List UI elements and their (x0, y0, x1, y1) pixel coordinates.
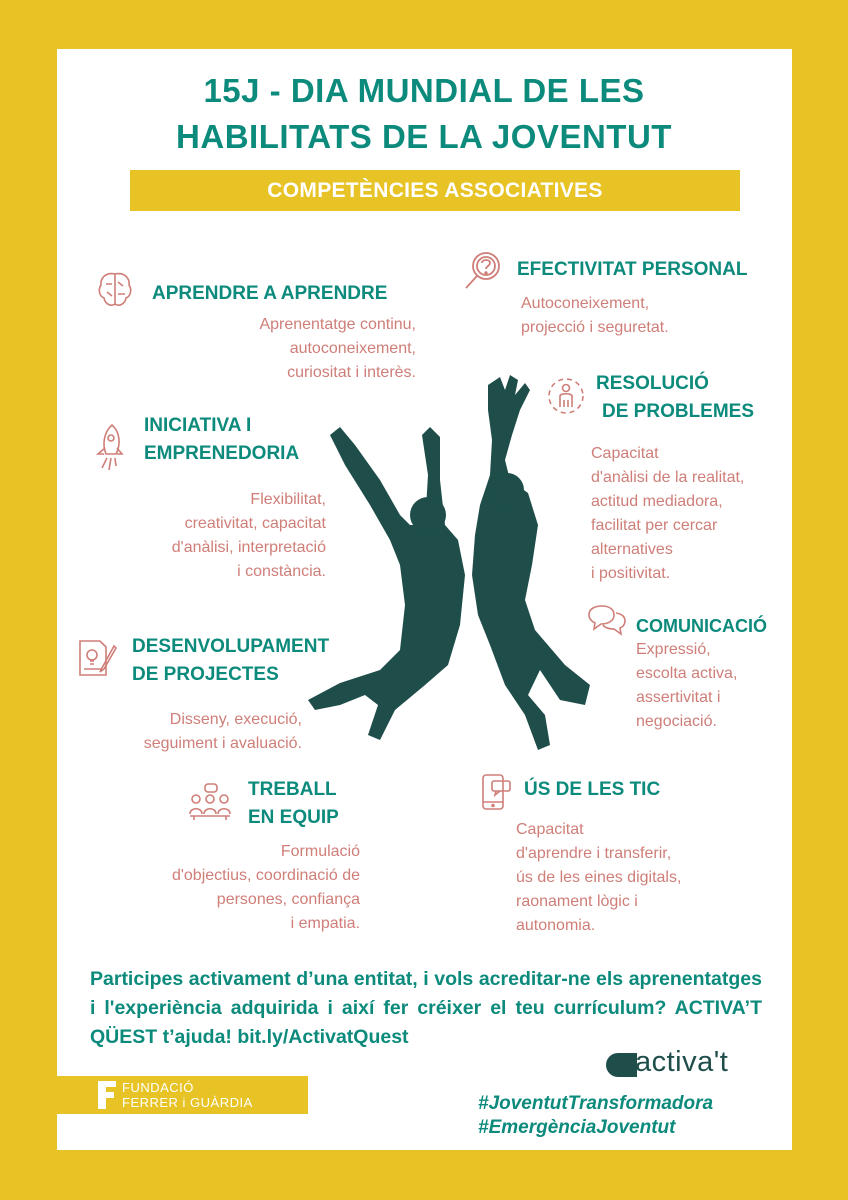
heading-treball-2: EN EQUIP (248, 807, 339, 828)
desc-iniciativa: Flexibilitat, creativitat, capacitat d'anàlisi, interpretació i constància. (171, 491, 326, 580)
team-meeting-icon (188, 782, 232, 822)
hashtag-joventut-transformadora: #JoventutTransformadora (478, 1093, 714, 1114)
fundacio-logo-mark (98, 1081, 116, 1109)
fundacio-logo-line-1: FUNDACIÓ (122, 1080, 194, 1095)
heading-iniciativa-2: EMPRENEDORIA (144, 443, 300, 464)
rocket-icon (92, 422, 126, 472)
hashtag-emergencia-joventut: #EmergènciaJoventut (478, 1117, 676, 1138)
activat-logo-mark (605, 1052, 637, 1078)
heading-resolucio-2: DE PROBLEMES (602, 401, 755, 422)
title-line-1: 15J - DIA MUNDIAL DE LES (203, 72, 645, 109)
document-idea-icon (76, 638, 118, 678)
jumping-people-silhouette (300, 365, 620, 760)
heading-projectes-2: DE PROJECTES (132, 664, 279, 685)
heading-efectivitat: EFECTIVITAT PERSONAL (517, 259, 748, 280)
title-line-2: HABILITATS DE LA JOVENTUT (176, 118, 672, 155)
heading-aprendre: APRENDRE A APRENDRE (152, 283, 388, 304)
desc-treball: Formulació d'objectius, coordinació de persones, confiança i empatia. (171, 843, 360, 932)
activat-logo (605, 1046, 745, 1082)
heading-treball-1: TREBALL (248, 779, 337, 800)
person-target-icon (545, 374, 587, 418)
speech-bubbles-icon (586, 603, 628, 637)
desc-tic: Capacitat d'aprendre i transferir, ús de les eines digitals, raonament lògic i autonomia. (516, 821, 682, 934)
heading-resolucio-1: RESOLUCIÓ (596, 373, 709, 394)
heading-iniciativa-1: INICIATIVA I (144, 415, 252, 436)
desc-comunicacio: Expressió, escolta activa, assertivitat i negociació. (636, 641, 738, 730)
heading-comunicacio: COMUNICACIÓ (636, 616, 767, 636)
desc-efectivitat: Autoconeixement, projecció i seguretat. (521, 295, 669, 336)
heading-projectes-1: DESENVOLUPAMENT (132, 636, 330, 657)
section-banner: COMPETÈNCIES ASSOCIATIVES (130, 170, 740, 211)
activat-logo-text: activa't (635, 1046, 729, 1078)
heading-tic: ÚS DE LES TIC (524, 779, 661, 800)
footer-call-to-action: Participes activament d’una entitat, i vols acreditar-ne els aprenentatges i l'experiència adquirida i així fer créixer el teu currículum? ACTIVA’T QÜEST t’ajuda! bit.ly/ActivatQuest (90, 968, 762, 1048)
desc-resolucio: Capacitat d'anàlisi de la realitat, actitud mediadora, facilitat per cercar alternatives i positivitat. (591, 445, 745, 582)
fundacio-logo (44, 1076, 308, 1114)
desc-aprendre: Aprenentatge continu, autoconeixement, curiositat i interès. (259, 316, 416, 381)
magnifier-question-icon (462, 248, 504, 292)
fundacio-logo-line-2: FERRER i GUÀRDIA (122, 1095, 253, 1110)
desc-projectes: Disseny, execució, seguiment i avaluació. (143, 711, 302, 752)
smartphone-chat-icon (480, 772, 514, 812)
brain-icon (96, 270, 134, 310)
